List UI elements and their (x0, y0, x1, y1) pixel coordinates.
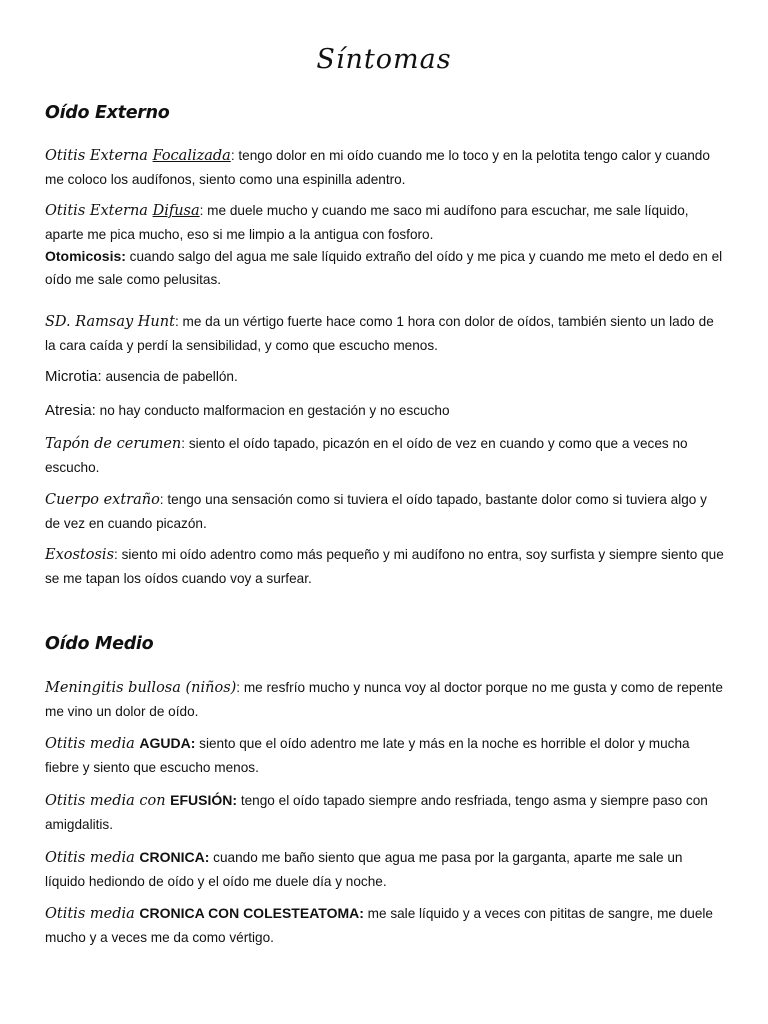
section-heading-oido-medio: Oído Medio (45, 634, 154, 654)
entry-atresia (45, 399, 725, 422)
entry-otitis-media-efusion: Otitis media con EFUSIÓN: tengo el oído tapado siempre ando resfriada, tengo asma y siempre paso con amigdalitis. (45, 792, 708, 832)
entry-text: tengo una sensación como si tuviera el oído tapado, bastante dolor como si tuviera algo y de vez en cuando picazón. (45, 492, 707, 531)
section-heading-oido-externo: Oído Externo (45, 103, 170, 123)
entry-tapon-de-cerumen: Tapón de cerumen: siento el oído tapado, picazón en el oído de vez en cuando y como que a veces no escucho. (45, 436, 688, 475)
entry-term: Otitis media (45, 736, 140, 752)
entry-otitis-media-cronica-colesteatoma: Otitis media CRONICA CON COLESTEATOMA: me sale líquido y a veces con pititas de sangre, me duele mucho y a veces me da como vértigo. (45, 905, 713, 945)
entry-text: ausencia de pabellón. (101, 369, 238, 384)
entry-otitis-media-cronica: Otitis media CRONICA: cuando me baño siento que agua me pasa por la garganta, aparte me sale un líquido hediondo de oído y el oído me duele día y noche. (45, 849, 683, 889)
entry-text: no hay conducto malformacion en gestación y no escucho (95, 403, 450, 418)
entry-text: cuando salgo del agua me sale líquido extraño del oído y me pica y cuando me meto el dedo en el oído me sale como pelusitas. (45, 249, 723, 287)
entry-otitis-externa-difusa: Otitis Externa Difusa: me duele mucho y cuando me saco mi audífono para escuchar, me sale líquido, aparte me pica mucho, eso si me limpio a la antigua con fosforo. (45, 203, 689, 242)
page-title: Síntomas (316, 44, 452, 75)
entry-text: me resfrío mucho y nunca voy al doctor porque no me gusta y como de repente me vino un dolor de oído. (45, 680, 723, 719)
entry-text: siento el oído tapado, picazón en el oído de vez en cuando y como que a veces no escucho. (45, 436, 688, 475)
entry-text: tengo el oído tapado siempre ando resfriada, tengo asma y siempre paso con amigdalitis. (45, 793, 708, 832)
entry-otitis-externa-focalizada: Otitis Externa Focalizada: tengo dolor en mi oído cuando me lo toco y en la pelotita tengo calor y cuando me coloco los audífonos, siento como una espinilla adentro. (45, 148, 710, 187)
entry-text: siento mi oído adentro como más pequeño y mi audífono no entra, soy surfista y siempre siento que se me tapan los oídos cuando voy a surfear. (45, 547, 724, 586)
entry-term: Otitis media con (45, 793, 171, 809)
entry-otomicosis (45, 245, 725, 291)
entry-exostosis: Exostosis: siento mi oído adentro como más pequeño y mi audífono no entra, soy surfista y siempre siento que se me tapan los oídos cuando voy a surfear. (45, 547, 724, 586)
entry-term: Meningitis bullosa (niños) (45, 680, 237, 696)
entry-term: Tapón de cerumen (45, 436, 182, 452)
entry-meningitis-bullosa: Meningitis bullosa (niños): me resfrío mucho y nunca voy al doctor porque no me gusta y como de repente me vino un dolor de oído. (45, 680, 723, 719)
entry-term: SD. Ramsay Hunt (45, 314, 175, 330)
entry-cuerpo-extrano: Cuerpo extraño: tengo una sensación como si tuviera el oído tapado, bastante dolor como si tuviera algo y de vez en cuando picazón. (45, 492, 707, 531)
entry-otitis-media-aguda: Otitis media AGUDA: siento que el oído adentro me late y más en la noche es horrible el dolor y mucha fiebre y siento que escucho menos. (45, 735, 690, 775)
entry-text: me duele mucho y cuando me saco mi audífono para escuchar, me sale líquido, aparte me pica mucho, eso si me limpio a la antigua con fosforo. (45, 203, 689, 242)
entry-term: Exostosis (45, 547, 115, 563)
entry-text: cuando me baño siento que agua me pasa por la garganta, aparte me sale un líquido hediondo de oído y el oído me duele día y noche. (45, 850, 683, 889)
entry-term: Otitis media (45, 850, 140, 866)
entry-term: Otomicosis: (45, 248, 126, 264)
entry-text: tengo dolor en mi oído cuando me lo toco y en la pelotita tengo calor y cuando me coloco los audífonos, siento como una espinilla adentro. (45, 148, 710, 187)
entry-sd-ramsay-hunt: SD. Ramsay Hunt: me da un vértigo fuerte hace como 1 hora con dolor de oídos, también siento un lado de la cara caída y perdí la sensibilidad, y como que escucho menos. (45, 314, 714, 353)
entry-text: me da un vértigo fuerte hace como 1 hora con dolor de oídos, también siento un lado de la cara caída y perdí la sensibilidad, y como que escucho menos. (45, 314, 714, 353)
entry-term: Otitis media (45, 906, 140, 922)
entry-term: Cuerpo extraño (45, 492, 160, 508)
entry-microtia (45, 365, 725, 388)
entry-term: Otitis Externa Difusa (45, 203, 200, 219)
entry-term: Atresia: (45, 402, 96, 419)
entry-term: Microtia: (45, 368, 102, 385)
entry-text: me sale líquido y a veces con pititas de sangre, me duele mucho y a veces me da como vértigo. (45, 906, 713, 945)
entry-text: siento que el oído adentro me late y más en la noche es horrible el dolor y mucha fiebre y siento que escucho menos. (45, 736, 690, 775)
entry-term: Otitis Externa Focalizada (45, 148, 231, 164)
